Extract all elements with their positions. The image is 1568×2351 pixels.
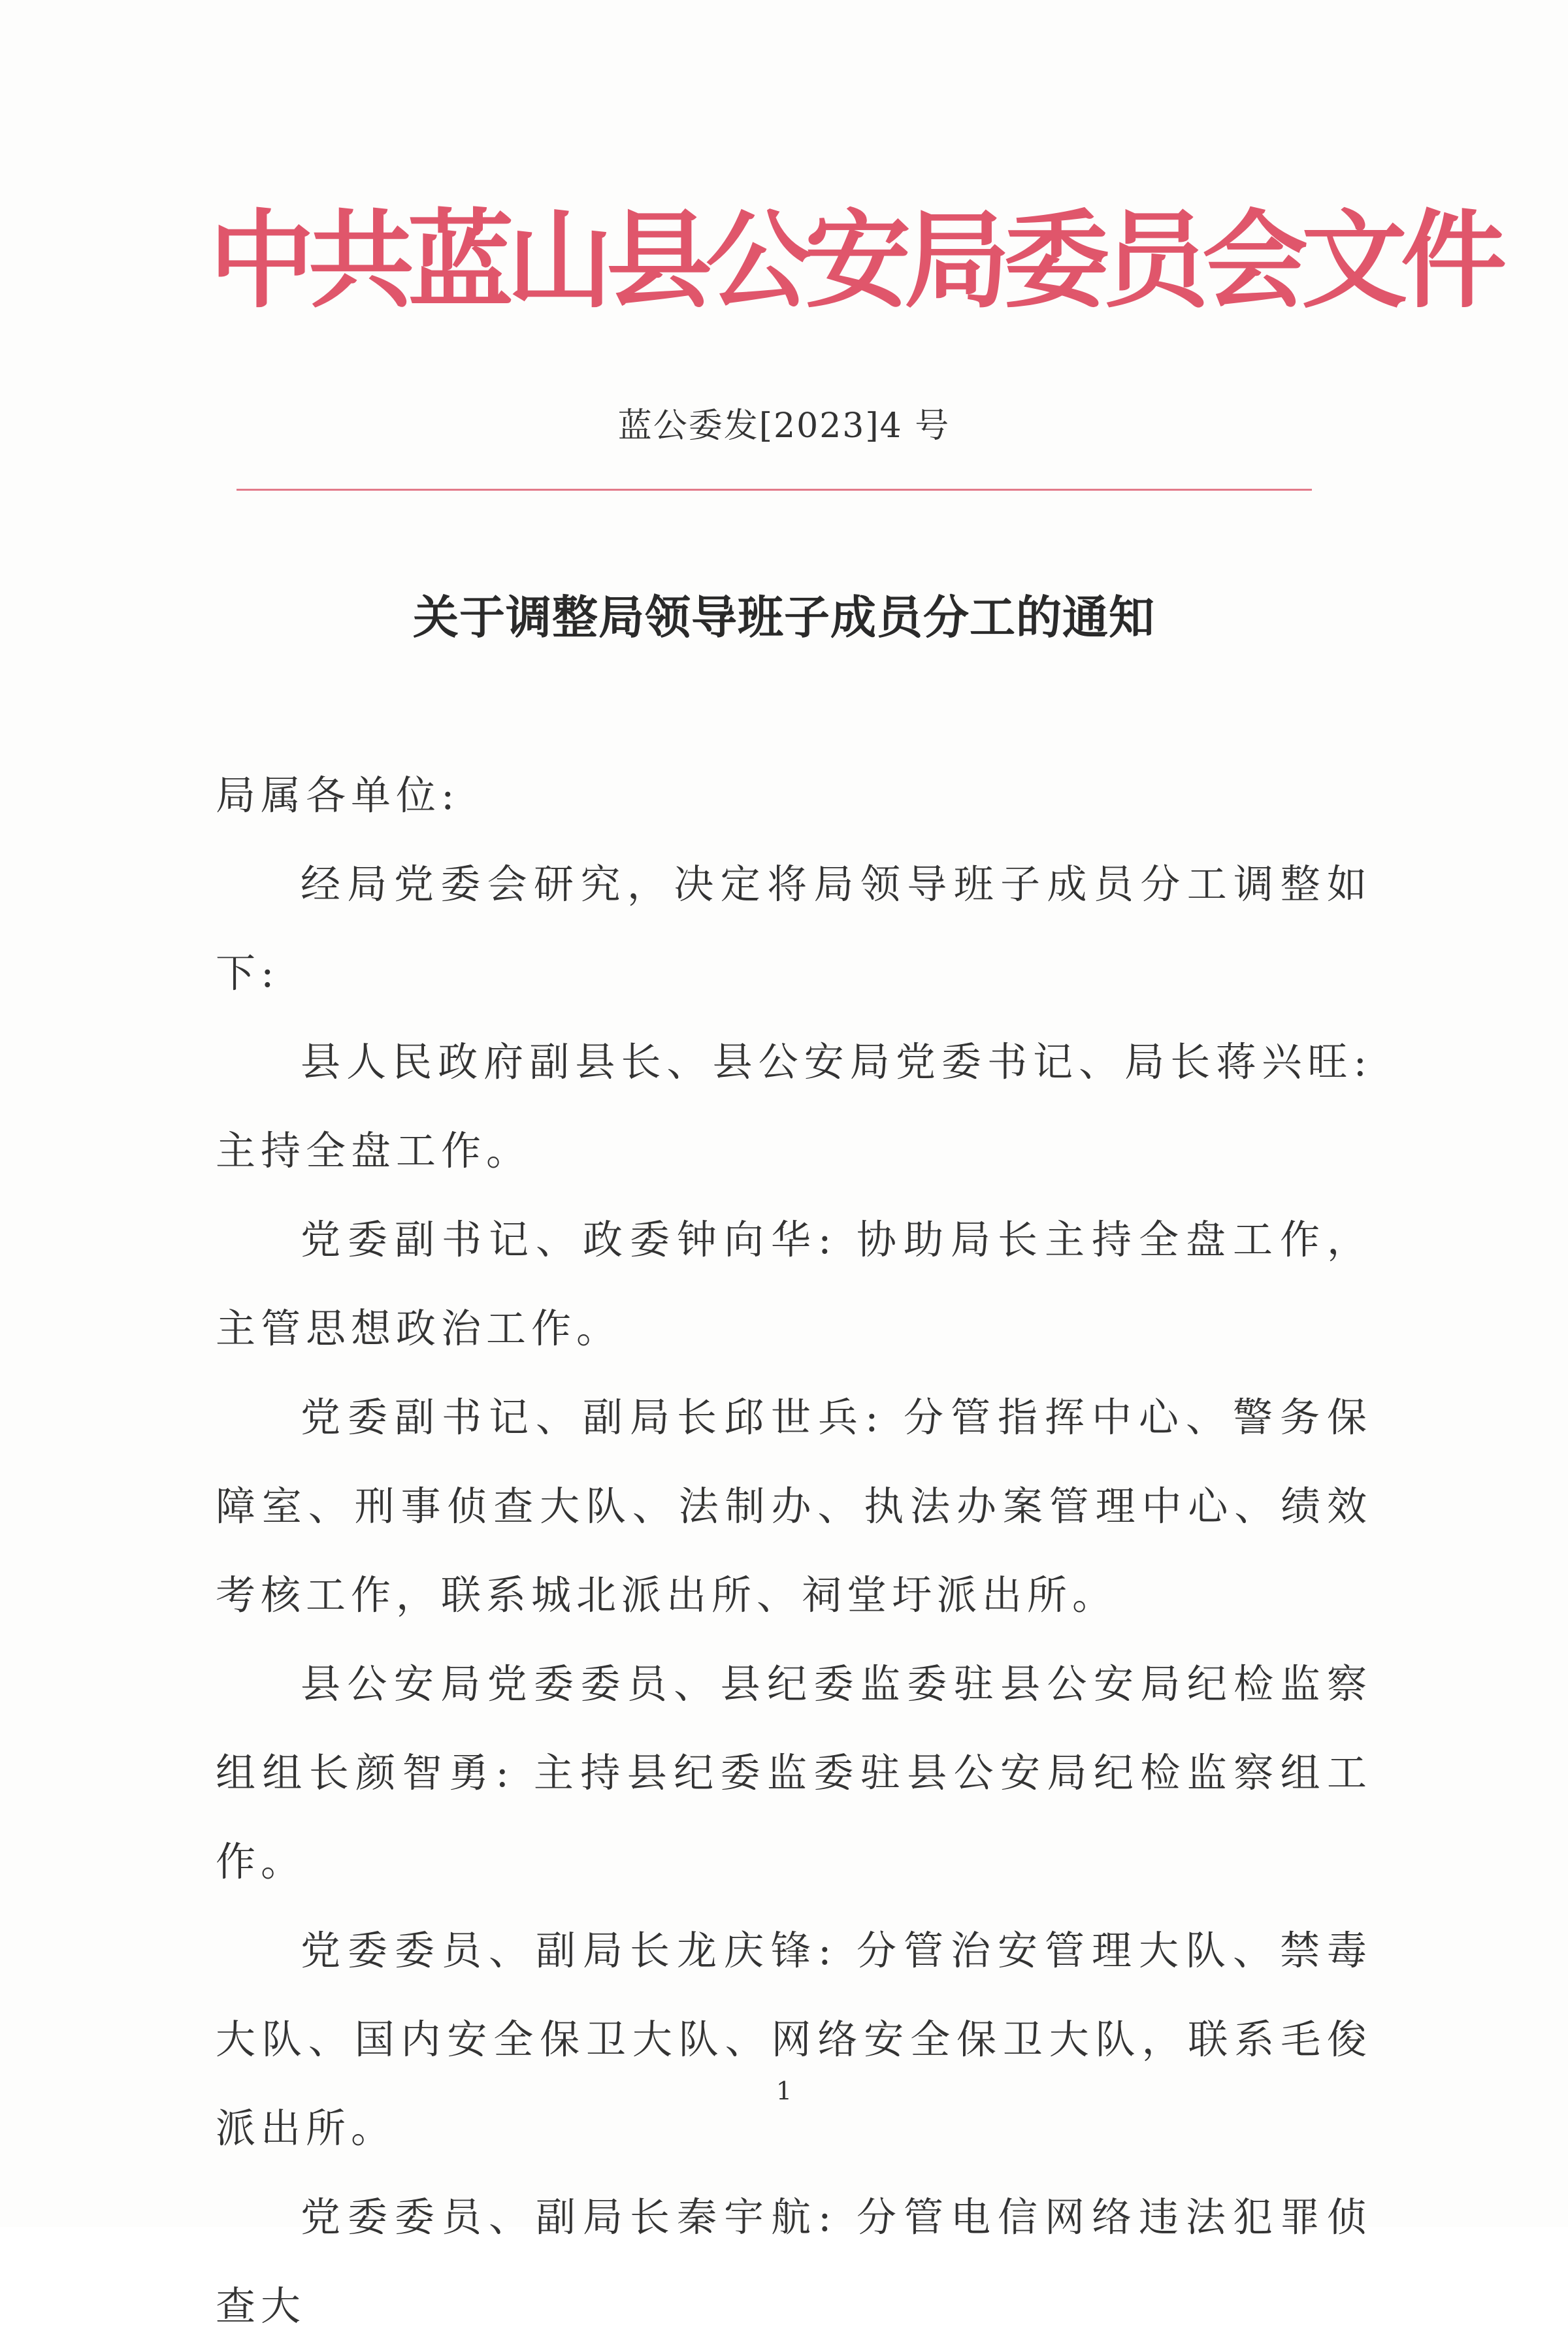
body-paragraph-intro: 经局党委会研究，决定将局领导班子成员分工调整如下:	[216, 861, 1372, 996]
body-paragraph: 县人民政府副县长、县公安局党委书记、局长蒋兴旺: 主持全盘工作。	[216, 1039, 1372, 1174]
body-paragraph: 党委副书记、副局长邱世兵: 分管指挥中心、警务保障室、刑事侦查大队、法制办、执法办案管理中心、绩效考核工作，联系城北派出所、祠堂圩派出所。	[216, 1394, 1372, 1619]
body-paragraph: 党委委员、副局长秦宇航: 分管电信网络违法犯罪侦查大	[216, 2194, 1372, 2329]
document-title: 关于调整局领导班子成员分工的通知	[413, 591, 1155, 644]
body-paragraph: 党委副书记、政委钟向华: 协助局长主持全盘工作，主管思想政治工作。	[216, 1217, 1372, 1352]
page-number: 1	[776, 2077, 792, 2105]
document-masthead: 中共蓝山县公安局委员会文件	[209, 200, 1500, 323]
body-paragraph: 县公安局党委委员、县纪委监委驻县公安局纪检监察组组长颜智勇: 主持县纪委监委驻县公安局纪检监察组工作。	[216, 1661, 1372, 1885]
body-paragraph: 党委委员、副局长龙庆锋: 分管治安管理大队、禁毒大队、国内安全保卫大队、网络安全保卫大队，联系毛俊派出所。	[216, 1928, 1372, 2152]
document-number: 蓝公委发[2023]4 号	[617, 406, 951, 446]
salutation: 局属各单位:	[216, 772, 460, 819]
document-body	[216, 751, 1372, 2351]
red-divider-line	[237, 489, 1312, 491]
